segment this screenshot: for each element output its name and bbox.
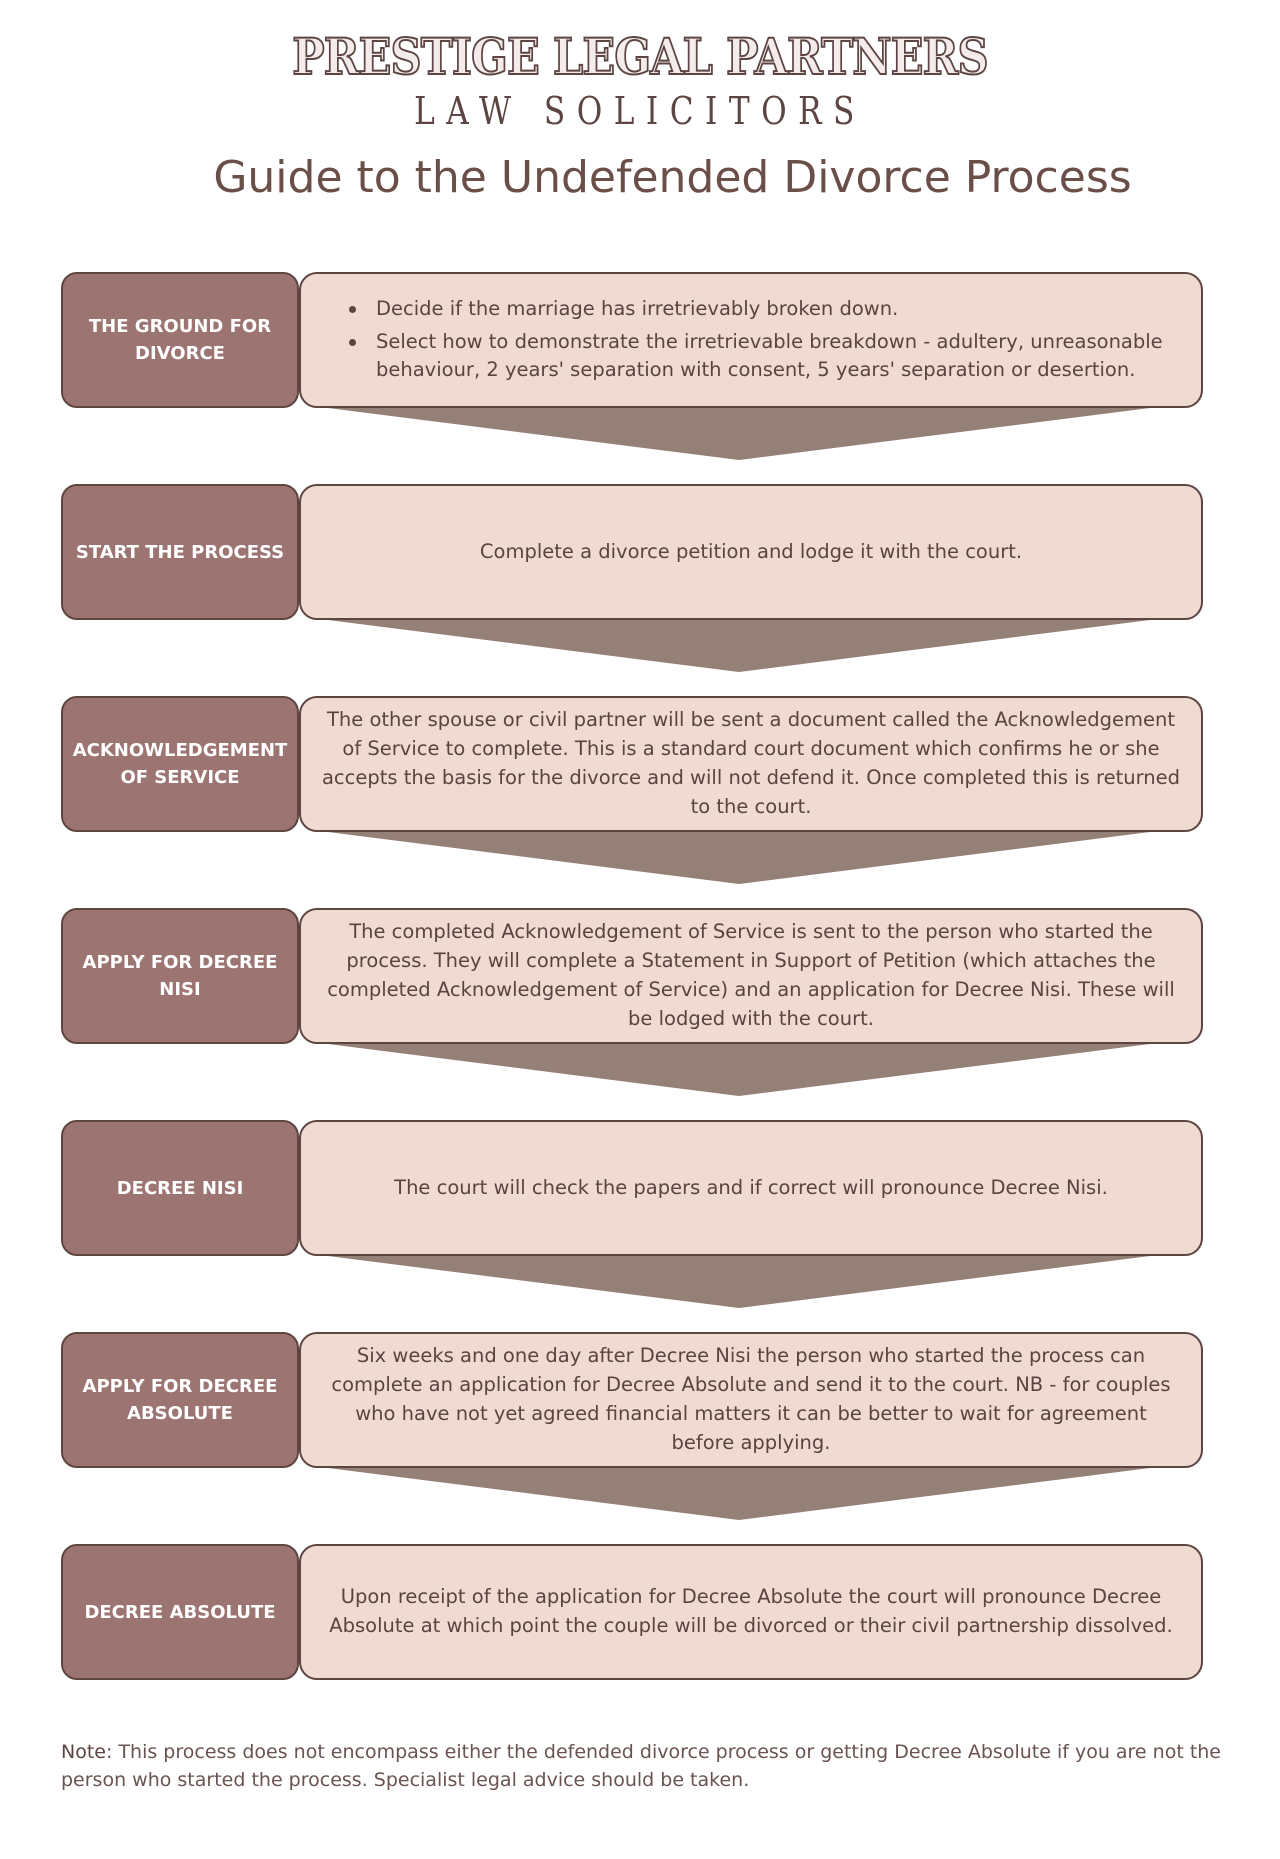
step-label: ACKNOWLEDGEMENT OF SERVICE bbox=[61, 696, 299, 832]
step-label: APPLY FOR DECREE NISI bbox=[61, 908, 299, 1044]
step-ground-for-divorce bbox=[61, 272, 1205, 484]
step-description: Upon receipt of the application for Decree Absolute the court will pronounce Decree Absolute at which point the couple will be divorced or their civil partnership dissolved. bbox=[299, 1544, 1203, 1680]
footer-note bbox=[61, 1739, 1221, 1794]
chevron-down-icon bbox=[328, 408, 1150, 460]
chevron-down-icon bbox=[328, 1468, 1150, 1520]
step-description: The other spouse or civil partner will be sent a document called the Acknowledgement of Service to complete. This is a standard court document which confirms he or she accepts the basis for the divorce and will not defend it. Once completed this is returned to the court. bbox=[299, 696, 1203, 832]
note-text: : This process does not encompass either the defended divorce process or getting Decree Absolute if you are not the person who started the process. Specialist legal advice should be taken. bbox=[61, 1741, 1222, 1791]
step-description: The court will check the papers and if correct will pronounce Decree Nisi. bbox=[299, 1120, 1203, 1256]
firm-logo bbox=[0, 27, 1280, 133]
note-label: Note bbox=[61, 1741, 106, 1763]
step-start-process bbox=[61, 484, 1205, 696]
step-bullet: Select how to demonstrate the irretrievable breakdown - adultery, unreasonable behaviour, 2 years' separation with consent, 5 years' separation or desertion. bbox=[376, 328, 1181, 386]
step-description: The completed Acknowledgement of Service is sent to the person who started the process. They will complete a Statement in Support of Petition (which attaches the completed Acknowledgement of Service) and an application for Decree Nisi. These will be lodged with the court. bbox=[299, 908, 1203, 1044]
step-label: DECREE NISI bbox=[61, 1120, 299, 1256]
step-description: Six weeks and one day after Decree Nisi the person who started the process can complete an application for Decree Absolute and send it to the court. NB - for couples who have not yet agreed financial matters it can be better to wait for agreement before applying. bbox=[299, 1332, 1203, 1468]
step-label: THE GROUND FOR DIVORCE bbox=[61, 272, 299, 408]
step-apply-decree-absolute bbox=[61, 1332, 1205, 1544]
chevron-down-icon bbox=[328, 620, 1150, 672]
step-bullet: Decide if the marriage has irretrievably broken down. bbox=[376, 295, 1181, 324]
step-label: APPLY FOR DECREE ABSOLUTE bbox=[61, 1332, 299, 1468]
step-label: DECREE ABSOLUTE bbox=[61, 1544, 299, 1680]
step-description: Complete a divorce petition and lodge it with the court. bbox=[299, 484, 1203, 620]
process-flow bbox=[61, 272, 1205, 1756]
page-title: Guide to the Undefended Divorce Process bbox=[213, 152, 1132, 203]
step-label: START THE PROCESS bbox=[61, 484, 299, 620]
chevron-down-icon bbox=[328, 832, 1150, 884]
logo-tagline: LAW SOLICITORS bbox=[414, 89, 866, 133]
step-decree-nisi bbox=[61, 1120, 1205, 1332]
chevron-down-icon bbox=[328, 1256, 1150, 1308]
step-acknowledgement-of-service bbox=[61, 696, 1205, 908]
step-apply-decree-nisi bbox=[61, 908, 1205, 1120]
step-decree-absolute bbox=[61, 1544, 1205, 1756]
logo-firm-name: PRESTIGE LEGAL PARTNERS bbox=[292, 27, 988, 86]
step-bullet-list bbox=[321, 291, 1181, 390]
step-description bbox=[299, 272, 1203, 408]
chevron-down-icon bbox=[328, 1044, 1150, 1096]
